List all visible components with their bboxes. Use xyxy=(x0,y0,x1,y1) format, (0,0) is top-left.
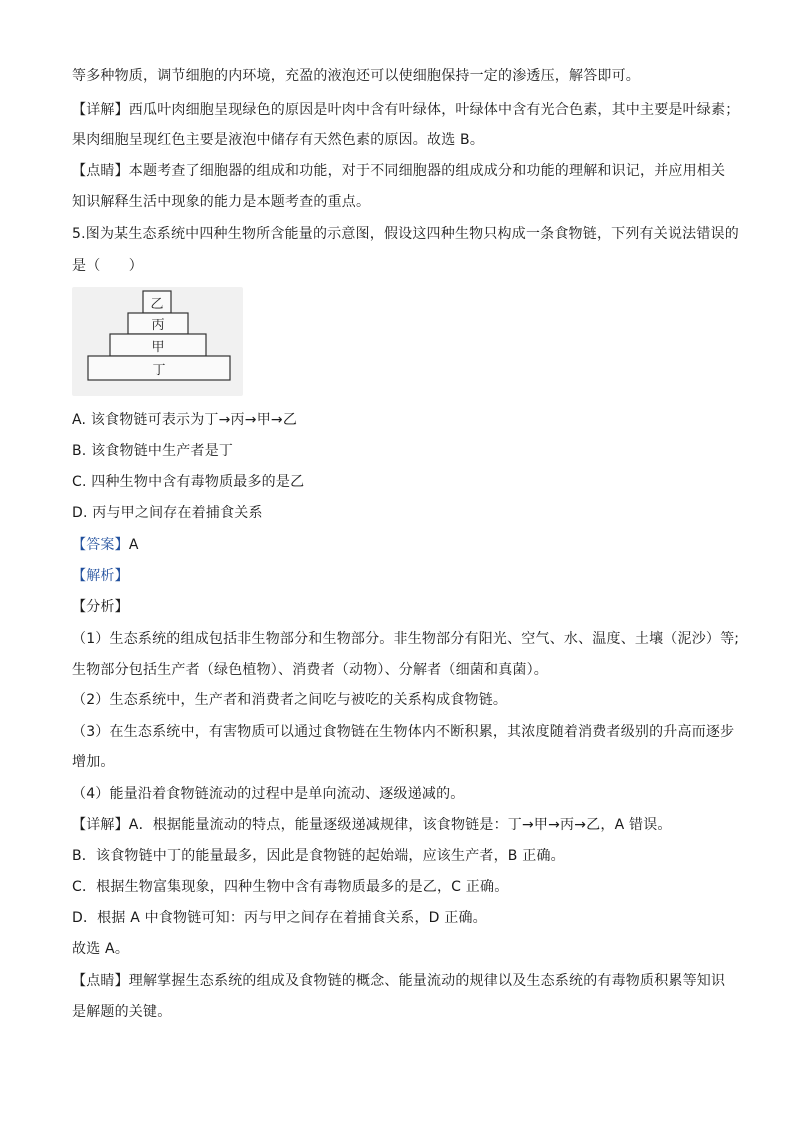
option-b: B. 该食物链中生产者是丁 xyxy=(72,443,234,459)
answer-line xyxy=(72,535,732,555)
detail-d: D．根据 A 中食物链可知：丙与甲之间存在着捕食关系，D 正确。 xyxy=(72,910,487,926)
pyramid-label-4: 丁 xyxy=(152,363,166,378)
analysis-point-4: （4）能量沿着食物链流动的过程中是单向流动、逐级递减的。 xyxy=(72,786,465,802)
option-a: A. 该食物链可表示为丁→丙→甲→乙 xyxy=(72,412,298,428)
detail-conclusion: 故选 A。 xyxy=(72,941,130,957)
remark-paragraph-line: 【点睛】本题考查了细胞器的组成和功能，对于不同细胞器的组成成分和功能的理解和识记，并应用相关 xyxy=(72,163,726,179)
analysis-point-2: （2）生态系统中，生产者和消费者之间吃与被吃的关系构成食物链。 xyxy=(72,692,508,708)
detail-a: 【详解】A．根据能量流动的特点，能量逐级递减规律，该食物链是：丁→甲→丙→乙，A 错误。 xyxy=(72,817,672,833)
detail-b: B．该食物链中丁的能量最多，因此是食物链的起始端，应该生产者，B 正确。 xyxy=(72,848,565,864)
analysis-point-1-cont: 生物部分包括生产者（绿色植物）、消费者（动物）、分解者（细菌和真菌）。 xyxy=(72,662,548,678)
detail-c: C．根据生物富集现象，四种生物中含有毒物质最多的是乙，C 正确。 xyxy=(72,879,509,895)
analysis-point-3-cont: 增加。 xyxy=(72,754,115,770)
analysis-label: 【解析】 xyxy=(72,568,129,584)
fenxi-label: 【分析】 xyxy=(72,599,129,615)
option-c: C. 四种生物中含有毒物质最多的是乙 xyxy=(72,474,305,490)
remark-line-2: 是解题的关键。 xyxy=(72,1004,172,1020)
answer-value: A xyxy=(128,537,139,553)
question-stem: 5.图为某生态系统中四种生物所含能量的示意图，假设这四种生物只构成一条食物链，下列有关说法错误的 xyxy=(72,226,739,242)
option-d: D. 丙与甲之间存在着捕食关系 xyxy=(72,505,263,521)
energy-pyramid-figure xyxy=(72,287,243,396)
pyramid-label-2: 丙 xyxy=(151,318,165,333)
detail-paragraph-line: 【详解】西瓜叶肉细胞呈现绿色的原因是叶肉中含有叶绿体，叶绿体中含有光合色素，其中主要是叶绿素； xyxy=(72,102,740,118)
energy-pyramid-svg xyxy=(72,287,243,396)
text-line: 知识解释生活中现象的能力是本题考查的重点。 xyxy=(72,194,371,210)
pyramid-label-3: 甲 xyxy=(151,340,165,355)
answer-label: 【答案】 xyxy=(72,537,129,553)
text-line: 果肉细胞呈现红色主要是液泡中储存有天然色素的原因。故选 B。 xyxy=(72,132,485,148)
analysis-point-3: （3）在生态系统中，有害物质可以通过食物链在生物体内不断积累，其浓度随着消费者级别的升高而逐步 xyxy=(72,724,735,740)
analysis-point-1: （1）生态系统的组成包括非生物部分和生物部分。非生物部分有阳光、空气、水、温度、土壤（泥沙）等; xyxy=(72,631,740,647)
question-stem-end: 是（ ） xyxy=(72,258,143,274)
text-line: 等多种物质，调节细胞的内环境，充盈的液泡还可以使细胞保持一定的渗透压，解答即可。 xyxy=(72,68,640,84)
remark-line-1: 【点睛】理解掌握生态系统的组成及食物链的概念、能量流动的规律以及生态系统的有毒物质积累等知识 xyxy=(72,973,726,989)
pyramid-label-1: 乙 xyxy=(150,297,164,312)
